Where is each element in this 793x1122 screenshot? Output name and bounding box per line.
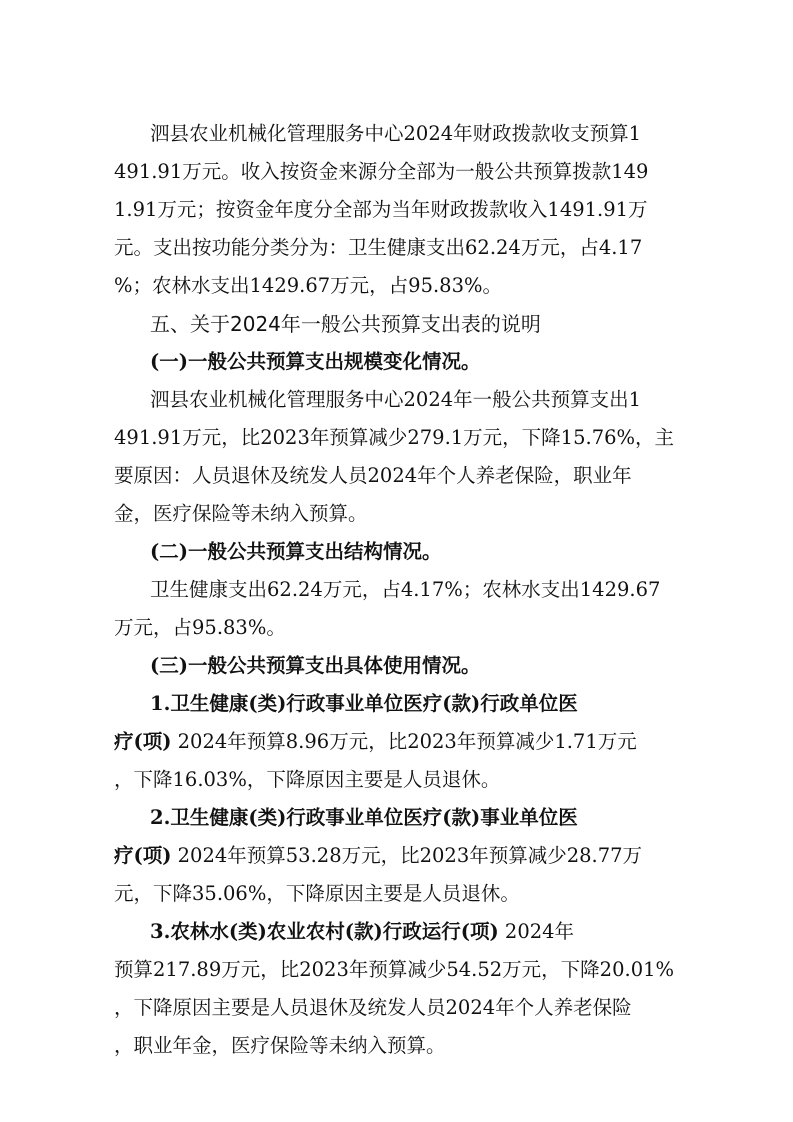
paragraph-text: 金，医疗保险等未纳入预算。: [114, 502, 368, 525]
paragraph-text: 491.91万元。收入按资金来源分全部为一般公共预算拨款149: [114, 160, 649, 183]
item-heading: 2.卫生健康(类)行政事业单位医疗(款)事业单位医: [150, 806, 578, 829]
paragraph-text: 万元，占95.83%。: [114, 616, 286, 639]
item-text: 2024年预算8.96万元，比2023年预算减少1.71万元: [171, 730, 637, 753]
paragraph-text: ，下降16.03%，下降原因主要是人员退休。: [114, 768, 501, 791]
item-text: 2024年预算53.28万元，比2023年预算减少28.77万: [171, 844, 643, 867]
paragraph-text: 泗县农业机械化管理服务中心2024年一般公共预算支出1: [150, 388, 642, 411]
item-line: [114, 842, 684, 870]
item-label: 3.农林水(类)农业农村(款)行政运行(项): [150, 920, 499, 943]
paragraph-text: 1.91万元；按资金年度分全部为当年财政拨款收入1491.91万: [114, 198, 648, 221]
paragraph-text: 491.91万元，比2023年预算减少279.1万元，下降15.76%，主: [114, 426, 675, 449]
subsection-heading: (二)一般公共预算支出结构情况。: [150, 540, 442, 563]
paragraph-text: 预算217.89万元，比2023年预算减少54.52万元，下降20.01%: [114, 958, 675, 981]
paragraph-text: %；农林水支出1429.67万元，占95.83%。: [114, 274, 503, 297]
paragraph-text: 泗县农业机械化管理服务中心2024年财政拨款收支预算1: [150, 122, 642, 145]
paragraph-text: ，下降原因主要是人员退休及统发人员2024年个人养老保险: [114, 996, 632, 1019]
item-text: 2024年: [498, 920, 575, 943]
paragraph-text: ，职业年金，医疗保险等未纳入预算。: [114, 1034, 446, 1057]
item-label: 疗(项): [114, 844, 172, 867]
item-label: 疗(项): [114, 730, 172, 753]
subsection-heading: (三)一般公共预算支出具体使用情况。: [150, 654, 481, 677]
paragraph-text: 元，下降35.06%，下降原因主要是人员退休。: [114, 882, 520, 905]
item-line: [150, 918, 684, 946]
section-heading: 五、关于2024年一般公共预算支出表的说明: [150, 312, 541, 336]
item-line: [114, 728, 684, 756]
paragraph-text: 元。支出按功能分类分为：卫生健康支出62.24万元，占4.17: [114, 236, 643, 259]
paragraph-text: 要原因：人员退休及统发人员2024年个人养老保险，职业年: [114, 464, 632, 487]
subsection-heading: (一)一般公共预算支出规模变化情况。: [150, 350, 481, 373]
item-heading: 1.卫生健康(类)行政事业单位医疗(款)行政单位医: [150, 692, 578, 715]
paragraph-text: 卫生健康支出62.24万元，占4.17%；农林水支出1429.67: [150, 578, 661, 601]
